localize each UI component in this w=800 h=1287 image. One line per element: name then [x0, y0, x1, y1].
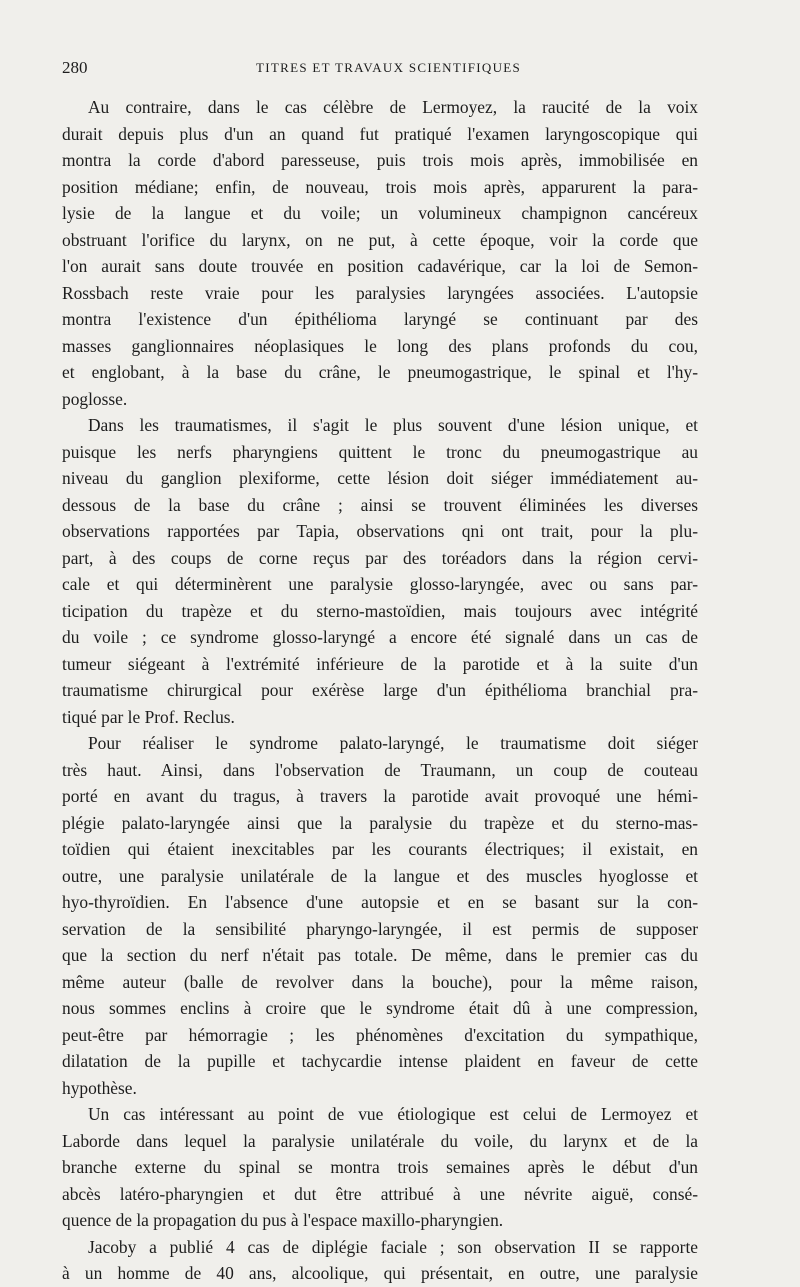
text-line: servation de la sensibilité pharyngo-laryngée, il est permis de supposer	[62, 918, 698, 939]
text-line: observations rapportées par Tapia, observations qni ont trait, pour la plu-	[62, 521, 698, 541]
text-line: outre, une paralysie unilatérale de la langue et des muscles hyoglosse et	[62, 865, 698, 886]
running-head: TITRES ET TRAVAUX SCIENTIFIQUES	[256, 60, 522, 75]
paragraph	[62, 412, 698, 730]
text-line: obstruant l'orifice du larynx, on ne put, à cette époque, voir la corde que	[62, 229, 698, 250]
text-line: que la section du nerf n'était pas totale. De même, dans le premier cas du	[62, 945, 698, 965]
text-line: abcès latéro-pharyngien et dut être attribué à une névrite aiguë, consé-	[62, 1183, 698, 1204]
text-line: Un cas intéressant au point de vue étiologique est celui de Lermoyez et	[88, 1104, 698, 1124]
paragraph	[62, 730, 698, 1101]
body-text	[62, 94, 698, 1287]
text-line: toïdien qui étaient inexcitables par les courants électriques; il existait, en	[62, 839, 698, 859]
text-line: hyo-thyroïdien. En l'absence d'une autopsie et en se basant sur la con-	[62, 892, 698, 912]
text-line: part, à des coups de corne reçus par des toréadors dans la région cervi-	[62, 547, 698, 568]
text-line: lysie de la langue et du voile; un volumineux champignon cancéreux	[62, 203, 698, 223]
text-line: Jacoby a publié 4 cas de diplégie faciale ; son observation II se rapporte	[88, 1236, 698, 1257]
text-line: et englobant, à la base du crâne, le pneumogastrique, le spinal et l'hy-	[62, 362, 698, 382]
paragraph	[62, 1101, 698, 1234]
page-header	[62, 58, 698, 82]
text-line: Laborde dans lequel la paralysie unilatérale du voile, du larynx et de la	[62, 1130, 698, 1151]
text-line: dilatation de la pupille et tachycardie intense plaident en faveur de cette	[62, 1051, 698, 1071]
text-line: plégie palato-laryngée ainsi que la paralysie du trapèze et du sterno-mas-	[62, 812, 698, 833]
text-line: l'on aurait sans doute trouvée en position cadavérique, car la loi de Semon-	[62, 256, 698, 276]
text-line: traumatisme chirurgical pour exérèse large d'un épithélioma branchial pra-	[62, 680, 698, 700]
text-line: niveau du ganglion plexiforme, cette lésion doit siéger immédiatement au-	[62, 468, 698, 488]
page-number: 280	[62, 58, 88, 77]
text-line: poglosse.	[62, 388, 128, 409]
text-line: du voile ; ce syndrome glosso-laryngé a encore été signalé dans un cas de	[62, 627, 698, 647]
text-line: tiqué par le Prof. Reclus.	[62, 706, 235, 727]
paragraph	[62, 94, 698, 412]
text-line: même auteur (balle de revolver dans la bouche), pour la même raison,	[62, 971, 698, 992]
text-line: puisque les nerfs pharyngiens quittent le tronc du pneumogastrique au	[62, 441, 698, 462]
text-line: tumeur siégeant à l'extrémité inférieure de la parotide et à la suite d'un	[62, 653, 698, 674]
text-line: dessous de la base du crâne ; ainsi se trouvent éliminées les diverses	[62, 494, 698, 515]
text-line: montra la corde d'abord paresseuse, puis trois mois après, immobilisée en	[62, 150, 698, 170]
text-line: ticipation du trapèze et du sterno-mastoïdien, mais toujours avec intégrité	[62, 600, 698, 621]
text-line: durait depuis plus d'un an quand fut pratiqué l'examen laryngoscopique qui	[62, 123, 698, 144]
text-line: très haut. Ainsi, dans l'observation de Traumann, un coup de couteau	[62, 759, 698, 780]
text-line: hypothèse.	[62, 1077, 137, 1098]
text-line: Pour réaliser le syndrome palato-laryngé, le traumatisme doit siéger	[88, 733, 698, 753]
text-line: Rossbach reste vraie pour les paralysies laryngées associées. L'autopsie	[62, 282, 698, 303]
text-line: branche externe du spinal se montra trois semaines après le début d'un	[62, 1157, 698, 1177]
text-line: quence de la propagation du pus à l'espace maxillo-pharyngien.	[62, 1210, 504, 1230]
paragraph	[62, 1234, 698, 1287]
text-line: nous sommes enclins à croire que le syndrome était dû à une compression,	[62, 998, 698, 1018]
text-line: position médiane; enfin, de nouveau, trois mois après, apparurent la para-	[62, 176, 698, 197]
text-line: Dans les traumatismes, il s'agit le plus souvent d'une lésion unique, et	[88, 415, 698, 435]
text-line: cale et qui déterminèrent une paralysie glosso-laryngée, avec ou sans par-	[62, 574, 698, 594]
text-line: peut-être par hémorragie ; les phénomènes d'excitation du sympathique,	[62, 1024, 698, 1045]
text-line: porté en avant du tragus, à travers la parotide avait provoqué une hémi-	[62, 786, 698, 806]
text-line: masses ganglionnaires néoplasiques le long des plans profonds du cou,	[62, 335, 698, 356]
text-line: à un homme de 40 ans, alcoolique, qui présentait, en outre, une paralysie	[62, 1263, 698, 1283]
text-line: montra l'existence d'un épithélioma laryngé se continuant par des	[62, 309, 698, 329]
text-line: Au contraire, dans le cas célèbre de Lermoyez, la raucité de la voix	[88, 97, 698, 117]
